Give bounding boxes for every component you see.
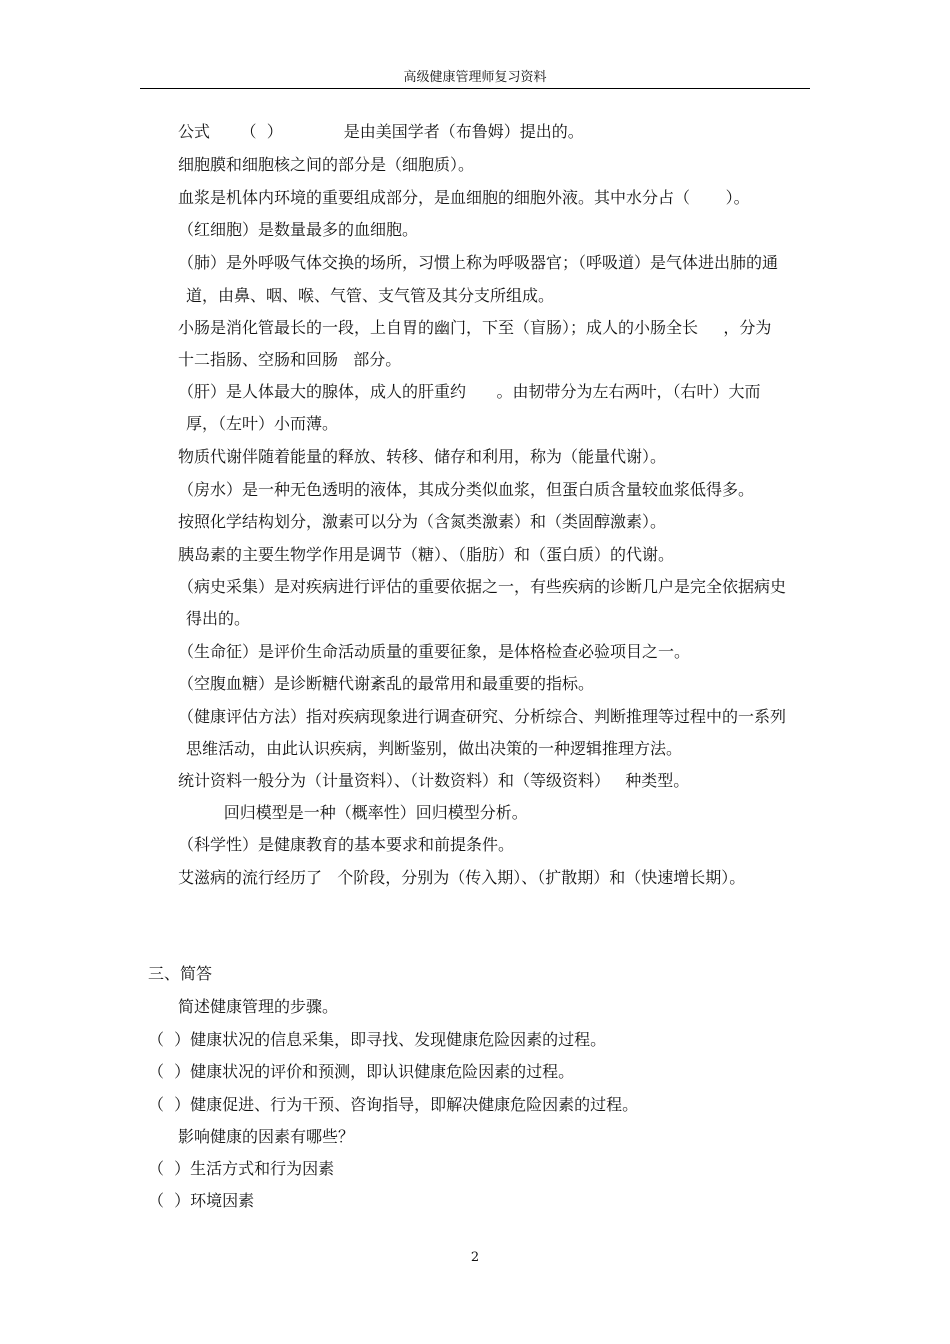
question-item: 简述健康管理的步骤。 <box>178 997 339 1016</box>
text-line: 公式 （ ） 是由美国学者（布鲁姆）提出的。 <box>178 122 584 141</box>
text-line: （病史采集）是对疾病进行评估的重要依据之一，有些疾病的诊断几户是完全依据病史 <box>178 577 787 596</box>
text-line: （空腹血糖）是诊断糖代谢紊乱的最常用和最重要的指标。 <box>178 674 595 693</box>
text-line: 得出的。 <box>186 609 251 628</box>
text-line: （科学性）是健康教育的基本要求和前提条件。 <box>178 835 515 854</box>
text-line: 十二指肠、空肠和回肠 部分。 <box>178 350 402 369</box>
text-line: （房水）是一种无色透明的液体，其成分类似血浆，但蛋白质含量较血浆低得多。 <box>178 480 755 499</box>
text-line: （肝）是人体最大的腺体，成人的肝重约 。由韧带分为左右两叶，（右叶）大而 <box>178 382 761 401</box>
answer-item: （ ）健康状况的信息采集，即寻找、发现健康危险因素的过程。 <box>148 1030 607 1049</box>
text-line: 厚，（左叶）小而薄。 <box>186 414 339 433</box>
text-line: （生命征）是评价生命活动质量的重要征象，是体格检查必验项目之一。 <box>178 642 691 661</box>
text-line: 物质代谢伴随着能量的释放、转移、储存和利用，称为（能量代谢）。 <box>178 447 667 466</box>
text-line: 小肠是消化管最长的一段，上自胃的幽门，下至（盲肠）；成人的小肠全长 ，分为 <box>178 318 772 337</box>
question-item: 影响健康的因素有哪些？ <box>178 1127 355 1146</box>
answer-item: （ ）健康促进、行为干预、咨询指导，即解决健康危险因素的过程。 <box>148 1095 639 1114</box>
text-line: 回归模型是一种（概率性）回归模型分析。 <box>178 803 528 822</box>
text-line: 按照化学结构划分，激素可以分为（含氮类激素）和（类固醇激素）。 <box>178 512 667 531</box>
text-line: 细胞膜和细胞核之间的部分是（细胞质）。 <box>178 155 475 174</box>
text-line: 胰岛素的主要生物学作用是调节（糖）、（脂肪）和（蛋白质）的代谢。 <box>178 545 675 564</box>
text-line: 道，由鼻、咽、喉、气管、支气管及其分支所组成。 <box>186 286 555 305</box>
section-heading: 三、简答 <box>148 964 213 983</box>
text-line: （肺）是外呼吸气体交换的场所，习惯上称为呼吸器官；（呼吸道）是气体进出肺的通 <box>178 253 779 272</box>
text-line: 思维活动，由此认识疾病，判断鉴别，做出决策的一种逻辑推理方法。 <box>186 739 683 758</box>
text-line: 统计资料一般分为（计量资料）、（计数资料）和（等级资料） 种类型。 <box>178 771 690 790</box>
page-number: 2 <box>470 1250 480 1265</box>
text-line: 血浆是机体内环境的重要组成部分，是血细胞的细胞外液。其中水分占（ ）。 <box>178 188 750 207</box>
answer-item: （ ）健康状况的评价和预测，即认识健康危险因素的过程。 <box>148 1062 575 1081</box>
text-line: 艾滋病的流行经历了 个阶段，分别为（传入期）、（扩散期）和（快速增长期）。 <box>178 868 746 887</box>
text-line: （健康评估方法）指对疾病现象进行调查研究、分析综合、判断推理等过程中的一系列 <box>178 707 787 726</box>
answer-item: （ ）环境因素 <box>148 1191 255 1210</box>
text-line: （红细胞）是数量最多的血细胞。 <box>178 220 419 239</box>
answer-item: （ ）生活方式和行为因素 <box>148 1159 335 1178</box>
page-header-title: 高级健康管理师复习资料 <box>403 70 547 85</box>
header-divider <box>140 88 810 89</box>
